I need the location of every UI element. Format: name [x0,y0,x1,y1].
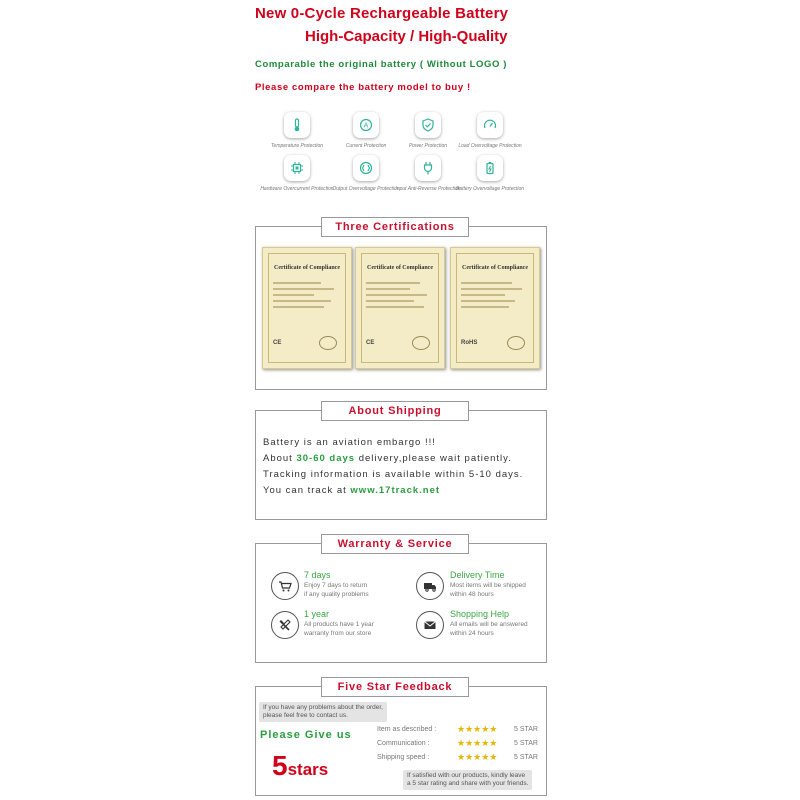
shield-check-icon [415,112,441,138]
svg-text:A: A [363,122,369,130]
service-desc: Most items will be shipped [450,582,526,589]
certifications-title: Three Certifications [321,217,469,237]
feature-label: Hardware Overcurrent Protection [260,186,334,192]
ce-mark: CE [273,340,282,346]
shipping-line-3: Tracking information is available within 5-10 days. [263,469,524,480]
service-title: Delivery Time [450,570,505,580]
compare-model-text: Please compare the battery model to buy ! [255,82,471,93]
share-bubble [403,770,532,790]
shipping-panel [255,410,547,520]
warranty-panel [255,543,547,663]
contact-bubble-line: please feel free to contact us. [263,712,348,719]
certificate-3 [450,247,540,369]
chip-icon [284,155,310,181]
service-desc: All emails will be answered [450,621,528,628]
share-bubble-line: If satisfied with our products, kindly leave [407,772,526,779]
feature-label: Power Protection [408,143,448,149]
service-title: 7 days [304,570,331,580]
feature-load [440,112,540,150]
certificate-heading: Certificate of Compliance [462,265,528,271]
truck-icon [416,572,444,600]
contact-bubble-line: If you have any problems about the order, [263,704,383,711]
service-desc: All products have 1 year [304,621,374,628]
feature-label: Load Overvoltage Protection [458,143,522,149]
thermometer-icon [284,112,310,138]
feature-label: Battery Overvoltage Protection [455,186,525,192]
rating-value: 5 STAR [514,754,538,761]
battery-icon [477,155,503,181]
rohs-mark: RoHS [461,340,478,346]
five-stars-text [272,750,328,782]
tools-icon [271,611,299,639]
mail-icon [416,611,444,639]
certificate-heading: Certificate of Compliance [274,265,340,271]
share-bubble-line: a 5 star rating and share with your friends. [407,780,529,787]
cart-icon [271,572,299,600]
feature-label: Output Overvoltage Protection [332,186,400,192]
plug-icon [415,155,441,181]
service-desc: Enjoy 7 days to return [304,582,368,589]
feature-label: Temperature Protection [270,143,324,149]
rating-value: 5 STAR [514,726,538,733]
rating-label: Item as described : [377,726,437,733]
title-line-2: High-Capacity / High-Quality [305,28,508,45]
seal-icon [412,336,430,350]
shipping-line-2-suffix: delivery,please wait patiently. [355,453,512,464]
gauge-icon [477,112,503,138]
overcharge-icon [353,155,379,181]
certificate-2 [355,247,445,369]
shipping-line-2 [263,453,512,464]
rating-label: Shipping speed : [377,754,430,761]
seal-icon [319,336,337,350]
service-desc: within 24 hours [450,630,494,637]
please-give-us: Please Give us [260,729,352,741]
delivery-days: 30-60 days [296,453,356,464]
feature-battery [440,155,540,193]
feedback-title: Five Star Feedback [321,677,469,697]
warranty-title: Warranty & Service [321,534,469,554]
rating-stars: ★★★★★ [457,724,498,734]
five-number: 5 [272,750,288,781]
ce-mark: CE [366,340,375,346]
service-title: 1 year [304,609,330,619]
service-desc: warranty from our store [304,630,372,637]
service-desc: within 48 hours [450,591,494,598]
seal-icon [507,336,525,350]
certificate-heading: Certificate of Compliance [367,265,433,271]
feature-label: Input Anti-Reverse Protection [395,186,461,192]
title-line-1: New 0-Cycle Rechargeable Battery [255,5,509,22]
tracking-link[interactable]: www.17track.net [350,485,441,496]
service-desc: if any quality problems [304,591,369,598]
shipping-line-1: Battery is an aviation embargo !!! [263,437,436,448]
rating-stars: ★★★★★ [457,752,498,762]
shipping-title: About Shipping [321,401,469,421]
shipping-line-4 [263,485,440,496]
compare-original-text: Comparable the original battery ( Without LOGO ) [255,59,507,70]
service-title: Shopping Help [450,609,510,619]
certificate-1 [262,247,352,369]
shipping-line-2-prefix: About [263,453,297,464]
rating-stars: ★★★★★ [457,738,498,748]
rating-label: Communication : [377,740,430,747]
current-icon [353,112,379,138]
stars-word: stars [287,760,329,779]
rating-value: 5 STAR [514,740,538,747]
feature-label: Current Protection [345,143,387,149]
contact-bubble [259,702,387,722]
shipping-line-4-prefix: You can track at [263,485,351,496]
